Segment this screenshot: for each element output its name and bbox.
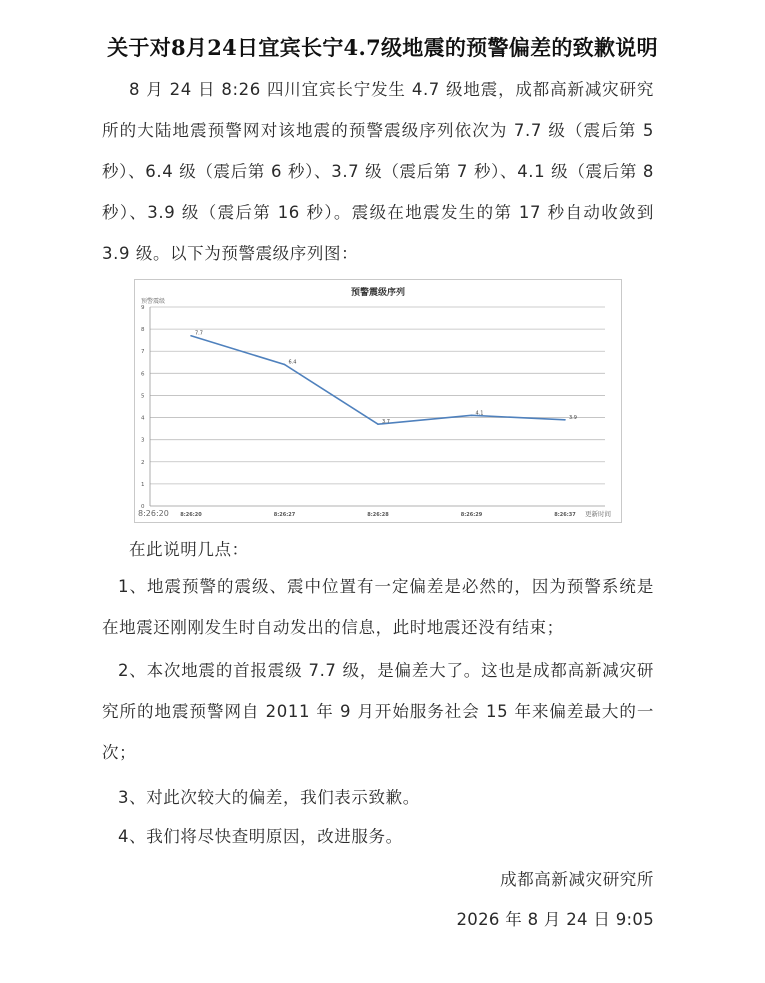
x-tick-label-0: 8:26:20 (180, 512, 202, 518)
series-line (191, 336, 565, 424)
note-item-2: 2、本次地震的首报震级 7.7 级，是偏差大了。这也是成都高新减灾研究所的地震预警网自 2011 年 9 月开始服务社会 15 年来偏差最大的一次； (102, 661, 654, 762)
y-tick-label-6: 6 (141, 371, 145, 378)
data-label-0: 7.7 (195, 330, 203, 337)
data-point-2 (377, 423, 379, 425)
x-tick-label-2: 8:26:28 (367, 512, 389, 518)
x-tick-label-1: 8:26:27 (273, 512, 296, 518)
y-tick-label-2: 2 (141, 459, 145, 466)
data-label-3: 4.1 (475, 410, 484, 417)
x-axis-label: 更新时间 (585, 510, 611, 518)
magnitude-chart (134, 279, 622, 523)
note-item-3: 3、对此次较大的偏差，我们表示致歉。 (118, 788, 420, 807)
data-point-3 (471, 415, 473, 417)
data-point-4 (564, 419, 566, 421)
note-item-4: 4、我们将尽快查明原因，改进服务。 (118, 827, 403, 846)
y-tick-label-7: 7 (141, 349, 145, 356)
y-axis-label: 预警震级 (141, 298, 166, 305)
y-tick-label-5: 5 (141, 393, 145, 400)
x-tick-label-4: 8:26:37 (554, 512, 576, 518)
note-item-1: 1、地震预警的震级、震中位置有一定偏差是必然的，因为预警系统是在地震还刚刚发生时自动发出的信息，此时地震还没有结束； (102, 577, 654, 637)
y-tick-label-8: 8 (141, 327, 145, 334)
data-point-1 (284, 364, 286, 366)
signature-organization: 成都高新减灾研究所 (500, 870, 654, 889)
paragraph-intro: 8 月 24 日 8:26 四川宜宾长宁发生 4.7 级地震，成都高新减灾研究所的大陆地震预警网对该地震的预警震级序列依次为 7.7 级（震后第 5 秒）、6.4 级（震后第 6 秒）、3.7 级（震后第 7 秒）、4.1 级（震后第 8 秒）、3.9 级（震后第 16 秒）。震级在地震发生的第 17 秒自动收敛到 3.9 级。以下为预警震级序列图： (102, 80, 654, 263)
data-point-0 (190, 335, 192, 337)
data-label-2: 3.7 (382, 419, 390, 426)
data-label-1: 6.4 (288, 359, 297, 366)
y-tick-label-1: 1 (141, 481, 145, 488)
y-tick-label-4: 4 (141, 415, 145, 422)
magnitude-chart-svg (135, 280, 621, 522)
y-tick-label-0: 0 (141, 504, 145, 510)
y-tick-label-9: 9 (141, 305, 145, 311)
x-tick-label-3: 8:26:29 (460, 512, 483, 518)
document-title: 关于对8月24日宜宾长宁4.7级地震的预警偏差的致歉说明 (107, 35, 658, 60)
x-start-label: 8:26:20 (138, 509, 169, 518)
y-tick-label-3: 3 (141, 437, 145, 444)
chart-title: 预警震级序列 (350, 288, 406, 298)
notes-intro: 在此说明几点： (129, 540, 249, 559)
signature-date: 2026 年 8 月 24 日 9:05 (456, 910, 654, 929)
data-label-4: 3.9 (569, 414, 577, 421)
